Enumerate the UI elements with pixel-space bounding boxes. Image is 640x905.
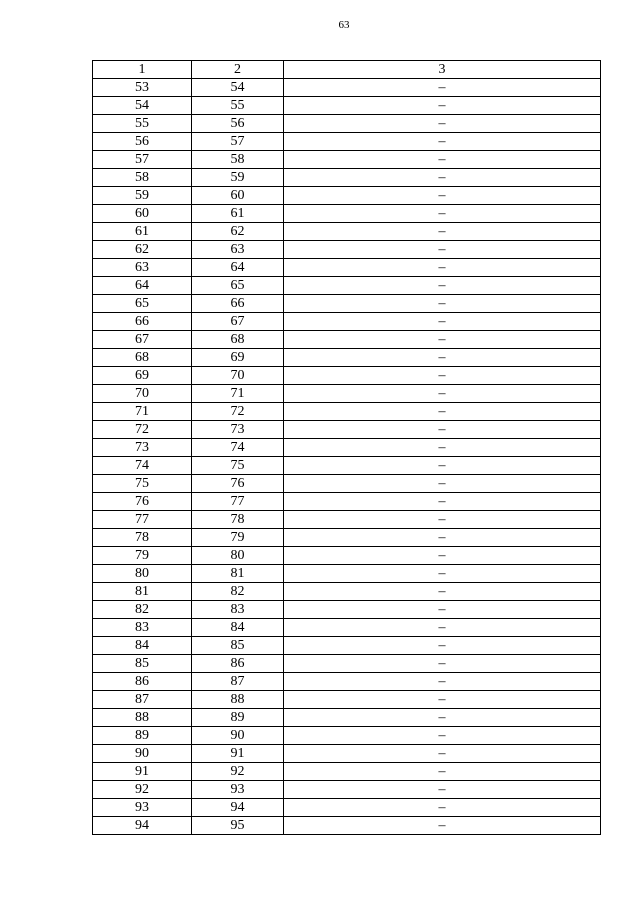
table-row	[93, 295, 601, 313]
table-cell-col-1: 82	[93, 601, 192, 619]
table-cell-col-3: –	[284, 277, 601, 295]
table-cell-col-1: 57	[93, 151, 192, 169]
table-cell-col-1: 91	[93, 763, 192, 781]
table-cell-col-2: 93	[192, 781, 284, 799]
table-cell-col-3: –	[284, 655, 601, 673]
table-row	[93, 187, 601, 205]
table-cell-col-1: 55	[93, 115, 192, 133]
table-row	[93, 313, 601, 331]
table-cell-col-3: –	[284, 457, 601, 475]
table-row	[93, 709, 601, 727]
table-row	[93, 403, 601, 421]
table-cell-col-3: –	[284, 493, 601, 511]
table-row	[93, 205, 601, 223]
table-row	[93, 799, 601, 817]
table-row	[93, 817, 601, 835]
table-cell-col-3: –	[284, 439, 601, 457]
table-row	[93, 547, 601, 565]
table-cell-col-2: 80	[192, 547, 284, 565]
table-cell-col-3: –	[284, 691, 601, 709]
table-cell-col-2: 91	[192, 745, 284, 763]
table-cell-col-2: 76	[192, 475, 284, 493]
table-cell-col-3: –	[284, 421, 601, 439]
column-header-3: 3	[284, 61, 601, 79]
table-row	[93, 151, 601, 169]
table-cell-col-1: 63	[93, 259, 192, 277]
table-row	[93, 115, 601, 133]
table-cell-col-3: –	[284, 619, 601, 637]
table-cell-col-1: 64	[93, 277, 192, 295]
table-cell-col-2: 79	[192, 529, 284, 547]
table-cell-col-2: 89	[192, 709, 284, 727]
table-cell-col-2: 82	[192, 583, 284, 601]
table-cell-col-2: 68	[192, 331, 284, 349]
table-cell-col-1: 76	[93, 493, 192, 511]
table-cell-col-2: 83	[192, 601, 284, 619]
table-cell-col-3: –	[284, 601, 601, 619]
table-cell-col-2: 55	[192, 97, 284, 115]
table-cell-col-2: 69	[192, 349, 284, 367]
table-cell-col-2: 64	[192, 259, 284, 277]
table-row	[93, 619, 601, 637]
table-cell-col-1: 60	[93, 205, 192, 223]
table-cell-col-2: 86	[192, 655, 284, 673]
table-row	[93, 655, 601, 673]
table-cell-col-2: 95	[192, 817, 284, 835]
table-row	[93, 439, 601, 457]
table-cell-col-3: –	[284, 763, 601, 781]
table-cell-col-3: –	[284, 133, 601, 151]
table-cell-col-2: 61	[192, 205, 284, 223]
table-cell-col-1: 92	[93, 781, 192, 799]
table-cell-col-1: 94	[93, 817, 192, 835]
table-cell-col-3: –	[284, 295, 601, 313]
table-cell-col-1: 74	[93, 457, 192, 475]
table-cell-col-1: 72	[93, 421, 192, 439]
table-row	[93, 511, 601, 529]
table-cell-col-3: –	[284, 781, 601, 799]
table-cell-col-1: 84	[93, 637, 192, 655]
table-cell-col-2: 81	[192, 565, 284, 583]
table-cell-col-1: 73	[93, 439, 192, 457]
page-number: 63	[338, 19, 350, 31]
table-cell-col-1: 88	[93, 709, 192, 727]
table-cell-col-3: –	[284, 259, 601, 277]
table-cell-col-3: –	[284, 187, 601, 205]
table-row	[93, 493, 601, 511]
table-cell-col-3: –	[284, 745, 601, 763]
table-row	[93, 475, 601, 493]
table-row	[93, 565, 601, 583]
table-cell-col-1: 59	[93, 187, 192, 205]
table-cell-col-3: –	[284, 241, 601, 259]
table-cell-col-1: 58	[93, 169, 192, 187]
table-cell-col-1: 62	[93, 241, 192, 259]
table-cell-col-3: –	[284, 97, 601, 115]
table-cell-col-2: 54	[192, 79, 284, 97]
table-cell-col-2: 94	[192, 799, 284, 817]
table-cell-col-3: –	[284, 313, 601, 331]
table-cell-col-1: 80	[93, 565, 192, 583]
table-row	[93, 691, 601, 709]
table-cell-col-3: –	[284, 79, 601, 97]
table-cell-col-2: 67	[192, 313, 284, 331]
table-cell-col-2: 73	[192, 421, 284, 439]
table-cell-col-2: 78	[192, 511, 284, 529]
table-cell-col-3: –	[284, 331, 601, 349]
table-row	[93, 97, 601, 115]
table-row	[93, 385, 601, 403]
table-row	[93, 421, 601, 439]
table-row	[93, 259, 601, 277]
table-row	[93, 763, 601, 781]
column-header-1: 1	[93, 61, 192, 79]
table-cell-col-1: 77	[93, 511, 192, 529]
data-table	[92, 60, 601, 835]
table-cell-col-2: 58	[192, 151, 284, 169]
table-cell-col-3: –	[284, 169, 601, 187]
table-cell-col-3: –	[284, 709, 601, 727]
table-cell-col-1: 61	[93, 223, 192, 241]
table-row	[93, 367, 601, 385]
table-cell-col-2: 75	[192, 457, 284, 475]
table-row	[93, 673, 601, 691]
table-cell-col-1: 75	[93, 475, 192, 493]
table-cell-col-1: 70	[93, 385, 192, 403]
table-cell-col-3: –	[284, 115, 601, 133]
table-cell-col-2: 66	[192, 295, 284, 313]
table-cell-col-2: 84	[192, 619, 284, 637]
table-cell-col-3: –	[284, 385, 601, 403]
table-cell-col-2: 77	[192, 493, 284, 511]
table-cell-col-1: 56	[93, 133, 192, 151]
table-cell-col-3: –	[284, 223, 601, 241]
table-row	[93, 241, 601, 259]
table-row	[93, 601, 601, 619]
header-row	[93, 61, 601, 79]
table-row	[93, 79, 601, 97]
table-row	[93, 745, 601, 763]
table-row	[93, 277, 601, 295]
table-cell-col-3: –	[284, 637, 601, 655]
table-cell-col-1: 87	[93, 691, 192, 709]
table-cell-col-2: 87	[192, 673, 284, 691]
table-cell-col-3: –	[284, 727, 601, 745]
table-cell-col-3: –	[284, 367, 601, 385]
table-cell-col-1: 85	[93, 655, 192, 673]
table-cell-col-3: –	[284, 475, 601, 493]
table-cell-col-3: –	[284, 511, 601, 529]
table-cell-col-3: –	[284, 529, 601, 547]
table-cell-col-2: 62	[192, 223, 284, 241]
table-cell-col-2: 57	[192, 133, 284, 151]
table-row	[93, 331, 601, 349]
table-cell-col-2: 56	[192, 115, 284, 133]
table-cell-col-1: 68	[93, 349, 192, 367]
table-cell-col-1: 54	[93, 97, 192, 115]
table-row	[93, 169, 601, 187]
table-cell-col-2: 92	[192, 763, 284, 781]
table-cell-col-1: 65	[93, 295, 192, 313]
table-row	[93, 133, 601, 151]
table-cell-col-3: –	[284, 799, 601, 817]
table-row	[93, 781, 601, 799]
table-cell-col-1: 90	[93, 745, 192, 763]
table-cell-col-2: 85	[192, 637, 284, 655]
table-cell-col-1: 86	[93, 673, 192, 691]
table-cell-col-2: 71	[192, 385, 284, 403]
table-cell-col-2: 88	[192, 691, 284, 709]
column-header-2: 2	[192, 61, 284, 79]
table-cell-col-3: –	[284, 403, 601, 421]
table-cell-col-3: –	[284, 349, 601, 367]
table-row	[93, 583, 601, 601]
table-cell-col-2: 63	[192, 241, 284, 259]
table-row	[93, 223, 601, 241]
table-cell-col-3: –	[284, 673, 601, 691]
table-cell-col-1: 66	[93, 313, 192, 331]
table-cell-col-1: 69	[93, 367, 192, 385]
table-cell-col-3: –	[284, 817, 601, 835]
table-cell-col-3: –	[284, 583, 601, 601]
table-cell-col-1: 71	[93, 403, 192, 421]
table-cell-col-2: 90	[192, 727, 284, 745]
table-cell-col-3: –	[284, 547, 601, 565]
table-row	[93, 457, 601, 475]
table-cell-col-2: 70	[192, 367, 284, 385]
table-row	[93, 727, 601, 745]
table-cell-col-3: –	[284, 205, 601, 223]
table-cell-col-1: 83	[93, 619, 192, 637]
table-cell-col-1: 93	[93, 799, 192, 817]
table-cell-col-3: –	[284, 151, 601, 169]
table-cell-col-2: 74	[192, 439, 284, 457]
table-cell-col-1: 79	[93, 547, 192, 565]
table-cell-col-1: 81	[93, 583, 192, 601]
table-row	[93, 349, 601, 367]
table-cell-col-1: 78	[93, 529, 192, 547]
table-row	[93, 637, 601, 655]
table-cell-col-1: 89	[93, 727, 192, 745]
table-cell-col-2: 65	[192, 277, 284, 295]
table-cell-col-2: 72	[192, 403, 284, 421]
table-cell-col-2: 60	[192, 187, 284, 205]
table-row	[93, 529, 601, 547]
table-cell-col-1: 53	[93, 79, 192, 97]
table-cell-col-1: 67	[93, 331, 192, 349]
table-cell-col-2: 59	[192, 169, 284, 187]
table-cell-col-3: –	[284, 565, 601, 583]
